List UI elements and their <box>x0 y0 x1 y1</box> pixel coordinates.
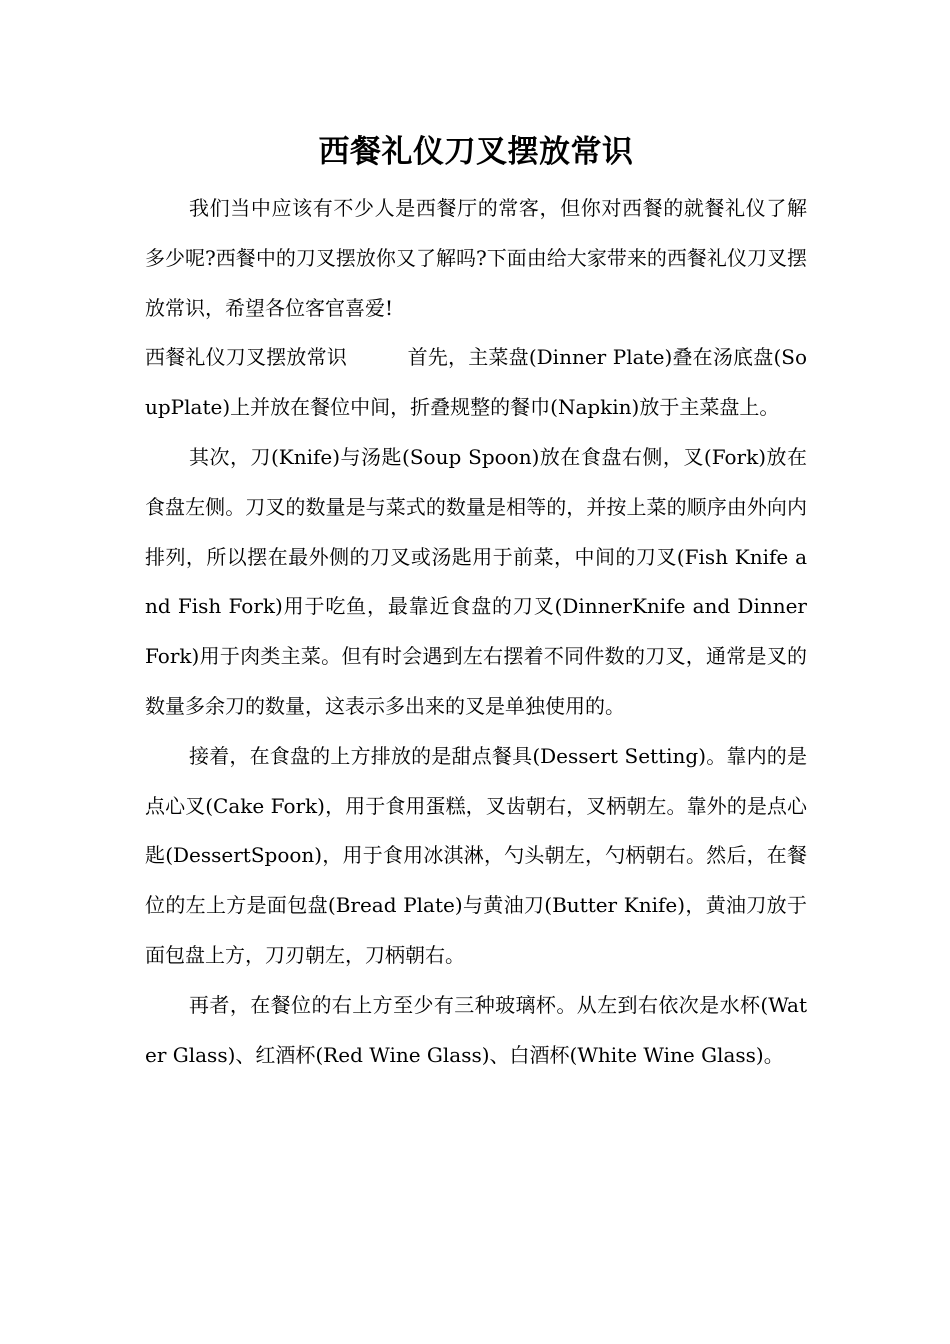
paragraph-knives-forks: 其次，刀(Knife)与汤匙(Soup Spoon)放在食盘右侧，叉(Fork)放在食盘左侧。刀叉的数量是与菜式的数量是相等的，并按上菜的顺序由外向内排列，所以摆在最外侧的刀叉或汤匙用于前菜，中间的刀叉(Fish Knife and Fish Fork)用于吃鱼，最靠近食盘的刀叉(DinnerKnife and Dinner Fork)用于肉类主菜。但有时会遇到左右摆着不同件数的刀叉，通常是叉的数量多余刀的数量，这表示多出来的叉是单独使用的。 <box>145 444 807 718</box>
document-title: 西餐礼仪刀叉摆放常识 <box>318 134 634 170</box>
paragraph-plates: 西餐礼仪刀叉摆放常识 首先，主菜盘(Dinner Plate)叠在汤底盘(SoupPlate)上并放在餐位中间，折叠规整的餐巾(Napkin)放于主菜盘上。 <box>145 345 807 420</box>
paragraph-glasses: 再者，在餐位的右上方至少有三种玻璃杯。从左到右依次是水杯(Water Glass)、红酒杯(Red Wine Glass)、白酒杯(White Wine Glass)。 <box>145 992 807 1067</box>
document-page <box>145 120 807 1080</box>
paragraph-dessert-setting: 接着，在食盘的上方排放的是甜点餐具(Dessert Setting)。靠内的是点心叉(Cake Fork)，用于食用蛋糕，叉齿朝右，叉柄朝左。靠外的是点心匙(DessertSpoon)，用于食用冰淇淋，勺头朝左，勺柄朝右。然后，在餐位的左上方是面包盘(Bread Plate)与黄油刀(Butter Knife)，黄油刀放于面包盘上方，刀刃朝左，刀柄朝右。 <box>145 743 807 967</box>
paragraph-intro: 我们当中应该有不少人是西餐厅的常客，但你对西餐的就餐礼仪了解多少呢?西餐中的刀叉摆放你又了解吗?下面由给大家带来的西餐礼仪刀叉摆放常识，希望各位客官喜爱! <box>145 196 807 320</box>
